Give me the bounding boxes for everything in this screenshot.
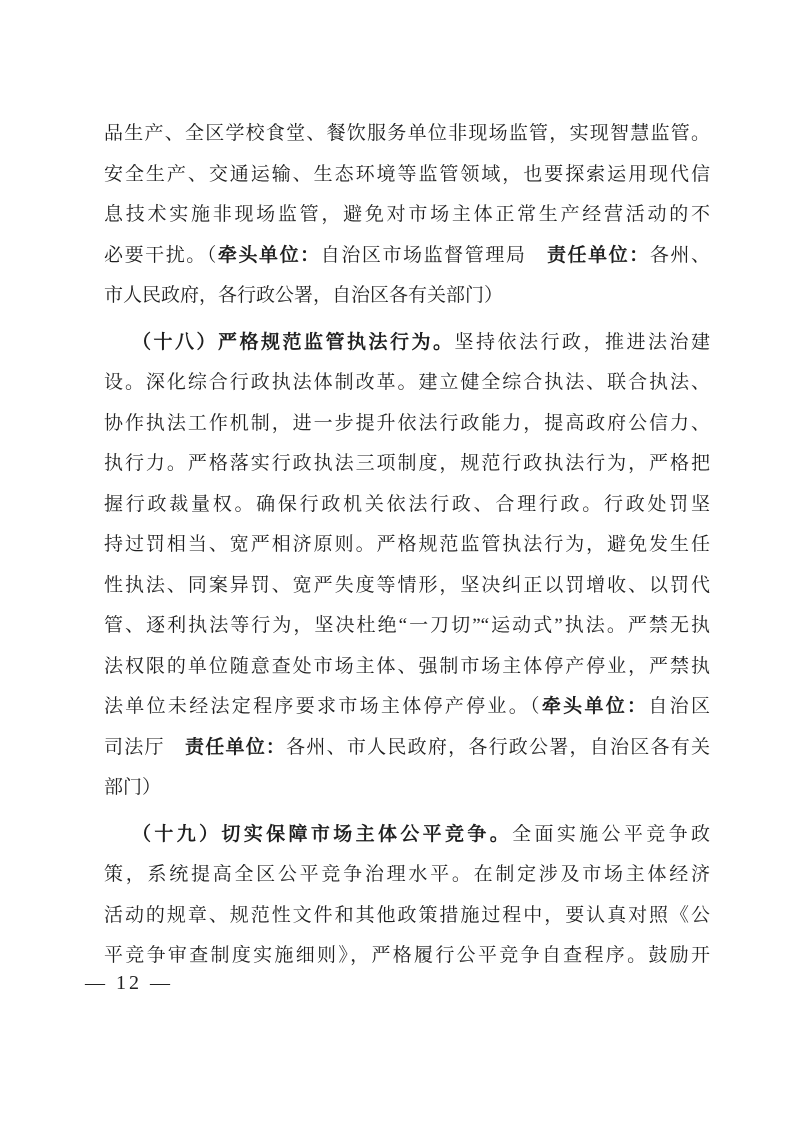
body-text: 持过罚相当、宽严相济原则。严格规范监管执法行为，避免发生任 <box>104 534 710 555</box>
body-text: 握行政裁量权。确保行政机关依法行政、合理行政。行政处罚坚 <box>104 493 710 515</box>
text-line <box>104 647 710 688</box>
body-text: 息技术实施非现场监管，避免对市场主体正常生产经营活动的不 <box>104 204 710 225</box>
emphasis-text: （十九）切实保障市场主体公平竞争。 <box>132 823 513 845</box>
emphasis-text: 责任单位： <box>546 244 650 266</box>
body-text: 法单位未经法定程序要求市场主体停产停业。（ <box>104 696 542 717</box>
paragraph <box>104 114 710 317</box>
text-line <box>104 276 710 317</box>
body-text: 协作执法工作机制，进一步提升依法行政能力，提高政府公信力、 <box>104 412 710 434</box>
body-text: 坚持依法行政，推进法治建 <box>454 331 710 353</box>
emphasis-text: 牵头单位： <box>217 244 321 266</box>
text-line <box>104 855 710 896</box>
text-line <box>104 606 710 647</box>
body-text: 自治区 <box>648 696 710 717</box>
body-text: 设。深化综合行政执法体制改革。建立健全综合执法、联合执法、 <box>104 372 710 393</box>
body-text: 全面实施公平竞争政 <box>512 823 710 845</box>
body-text: 性执法、同案异罚、宽严失度等情形，坚决纠正以罚增收、以罚代 <box>104 574 710 596</box>
body-text: 必要干扰。（ <box>104 244 218 266</box>
body-text: 各州、市人民政府，各行政公署，自治区各有关 <box>286 736 710 758</box>
text-line <box>104 768 710 809</box>
paragraph <box>104 815 710 977</box>
text-line <box>104 114 710 155</box>
body-text: 平竞争审查制度实施细则》，严格履行公平竞争自查程序。鼓励开 <box>104 945 710 966</box>
text-line <box>104 323 710 364</box>
body-text: 各州、 <box>649 244 710 266</box>
text-line <box>104 687 710 728</box>
text-line <box>104 195 710 236</box>
document-body <box>104 114 710 977</box>
text-line <box>104 363 710 404</box>
body-text: 执行力。严格落实行政执法三项制度，规范行政执法行为，严格把 <box>104 453 710 474</box>
text-line <box>104 525 710 566</box>
body-text: 管、逐利执法等行为，坚决杜绝“一刀切”“运动式”执法。严禁无执 <box>104 615 710 636</box>
page-number: — 12 — <box>85 972 173 994</box>
body-text: 品生产、全区学校食堂、餐饮服务单位非现场监管，实现智慧监管。 <box>104 123 710 144</box>
body-text: 法权限的单位随意查处市场主体、强制市场主体停产停业，严禁执 <box>104 655 710 677</box>
text-line <box>104 728 710 769</box>
body-text: 自治区市场监督管理局 <box>320 244 547 266</box>
body-text: 司法厅 <box>104 736 185 758</box>
text-line <box>104 404 710 445</box>
emphasis-text: （十八）严格规范监管执法行为。 <box>132 331 455 353</box>
text-line <box>104 936 710 977</box>
text-line <box>104 236 710 277</box>
body-text: 策，系统提高全区公平竞争治理水平。在制定涉及市场主体经济 <box>104 864 710 885</box>
text-line <box>104 815 710 856</box>
text-line <box>104 444 710 485</box>
text-line <box>104 566 710 607</box>
body-text: 安全生产、交通运输、生态环境等监管领域，也要探索运用现代信 <box>104 163 710 185</box>
text-line <box>104 485 710 526</box>
text-line <box>104 155 710 196</box>
text-line <box>104 896 710 937</box>
body-text: 活动的规章、规范性文件和其他政策措施过程中，要认真对照《公 <box>104 904 710 926</box>
emphasis-text: 牵头单位： <box>541 696 649 717</box>
body-text: 市人民政府，各行政公署，自治区各有关部门） <box>104 285 504 306</box>
body-text: 部门） <box>104 777 162 798</box>
emphasis-text: 责任单位： <box>184 736 287 758</box>
paragraph <box>104 323 710 809</box>
